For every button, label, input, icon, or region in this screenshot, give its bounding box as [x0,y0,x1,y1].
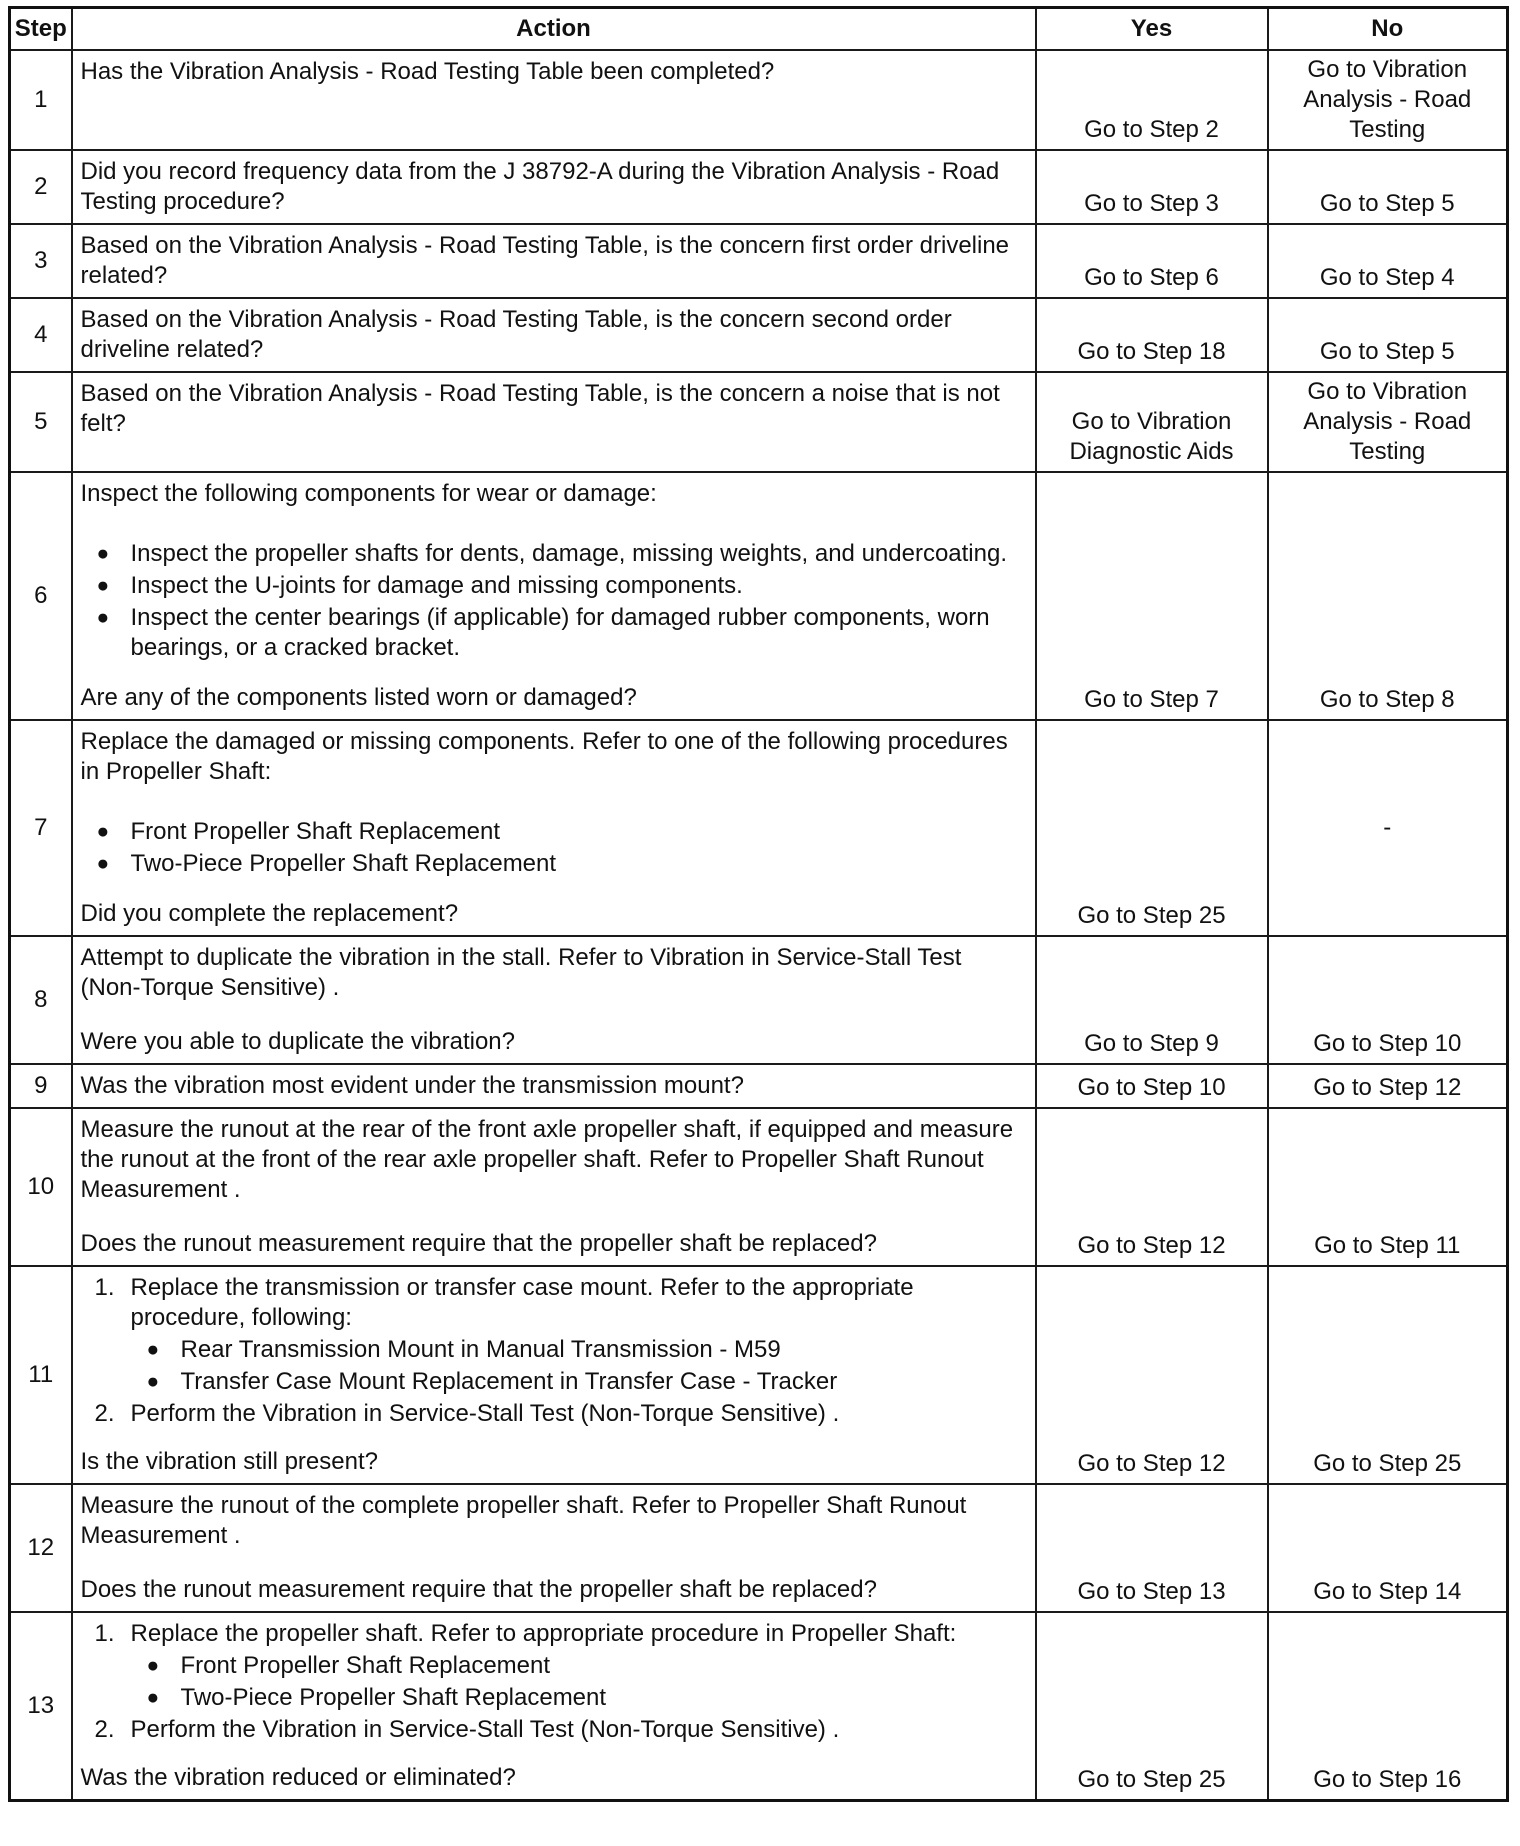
action-cell [72,1064,1036,1108]
bullet-item: ● Two-Piece Propeller Shaft Replacement [81,849,1027,879]
yes-result: Go to Step 18 [1036,298,1268,372]
no-result: Go to Step 11 [1268,1108,1508,1266]
numbered-item [81,1273,1027,1397]
no-result: Go to Step 4 [1268,224,1508,298]
bullet-item: ● Inspect the center bearings (if applicable) for damaged rubber components, worn bearings, or a cracked bracket. [81,603,1027,663]
action-cell [72,298,1036,372]
sub-bullet-item: ● Rear Transmission Mount in Manual Transmission - M59 [131,1335,1027,1365]
action-question: Did you record frequency data from the J 38792-A during the Vibration Analysis - Road Testing procedure? [80,158,1000,215]
step-number: 12 [10,1484,72,1612]
bullet-item: ● Inspect the propeller shafts for dents, damage, missing weights, and undercoating. [81,539,1027,569]
sub-bullet-item: ● Transfer Case Mount Replacement in Transfer Case - Tracker [131,1367,1027,1397]
yes-result: Go to Step 13 [1036,1484,1268,1612]
no-result: Go to Step 14 [1268,1484,1508,1612]
item-number: 1. [94,1620,115,1647]
action-cell [72,472,1036,720]
no-result: Go to Step 10 [1268,936,1508,1064]
action-cell [72,224,1036,298]
table-row [10,1612,1508,1801]
action-cell [72,150,1036,224]
bullet-list [81,817,1027,879]
no-result: Go to Step 5 [1268,150,1508,224]
table-row [10,1484,1508,1612]
yes-result: Go to Step 3 [1036,150,1268,224]
item-number: 2. [94,1716,115,1743]
action-intro: Attempt to duplicate the vibration in the stall. Refer to Vibration in Service-Stall Test (Non-Torque Sensitive) . [80,944,962,1001]
no-result: Go to Step 16 [1268,1612,1508,1801]
step-number: 4 [10,298,72,372]
numbered-item [81,1619,1027,1713]
table-row [10,150,1508,224]
step-number: 10 [10,1108,72,1266]
action-cell [72,1108,1036,1266]
table-row [10,1108,1508,1266]
table-row [10,298,1508,372]
sub-bullet-list [131,1335,1027,1397]
spacer [81,1205,1027,1229]
table-row [10,372,1508,472]
step-number: 8 [10,936,72,1064]
bullet-item: ● Front Propeller Shaft Replacement [81,817,1027,847]
action-cell [72,1266,1036,1484]
header-action: Action [72,8,1036,51]
yes-result: Go to Step 12 [1036,1266,1268,1484]
header-no: No [1268,8,1508,51]
sub-bullet-item: ● Front Propeller Shaft Replacement [131,1651,1027,1681]
action-question: Are any of the components listed worn or damaged? [80,684,637,711]
item-text: Perform the Vibration in Service-Stall Test (Non-Torque Sensitive) . [130,1716,840,1743]
spacer [81,1745,1027,1763]
action-question: Based on the Vibration Analysis - Road Testing Table, is the concern first order driveline related? [80,232,1010,289]
step-number: 11 [10,1266,72,1484]
action-question: Has the Vibration Analysis - Road Testing Table been completed? [80,58,775,85]
table-row [10,1064,1508,1108]
item-text: Perform the Vibration in Service-Stall Test (Non-Torque Sensitive) . [130,1400,840,1427]
sub-bullet-list [131,1651,1027,1713]
step-number: 13 [10,1612,72,1801]
action-intro: Inspect the following components for wear or damage: [80,480,657,507]
no-result: Go to Step 8 [1268,472,1508,720]
action-cell [72,372,1036,472]
header-yes: Yes [1036,8,1268,51]
step-number: 2 [10,150,72,224]
yes-result: Go to Step 2 [1036,50,1268,150]
numbered-list [81,1619,1027,1745]
no-result: Go to Step 5 [1268,298,1508,372]
step-number: 3 [10,224,72,298]
yes-result: Go to Step 25 [1036,1612,1268,1801]
header-step: Step [10,8,72,51]
step-number: 1 [10,50,72,150]
no-result: Go to Vibration Analysis - Road Testing [1268,372,1508,472]
action-question: Was the vibration reduced or eliminated? [80,1764,516,1791]
action-question: Is the vibration still present? [80,1448,378,1475]
spacer [81,787,1027,811]
yes-result: Go to Step 6 [1036,224,1268,298]
numbered-item [81,1399,1027,1429]
action-cell [72,50,1036,150]
step-number: 6 [10,472,72,720]
step-number: 5 [10,372,72,472]
yes-result: Go to Vibration Diagnostic Aids [1036,372,1268,472]
action-question: Does the runout measurement require that the propeller shaft be replaced? [80,1576,877,1603]
action-question: Based on the Vibration Analysis - Road Testing Table, is the concern a noise that is not felt? [80,380,1000,437]
step-number: 9 [10,1064,72,1108]
spacer [81,665,1027,683]
table-row [10,50,1508,150]
table-row [10,472,1508,720]
action-cell [72,936,1036,1064]
action-cell [72,1612,1036,1801]
yes-result: Go to Step 12 [1036,1108,1268,1266]
spacer [81,881,1027,899]
table-row [10,936,1508,1064]
table-row [10,1266,1508,1484]
table-header-row [10,8,1508,51]
no-result: Go to Step 12 [1268,1064,1508,1108]
action-question: Based on the Vibration Analysis - Road Testing Table, is the concern second order driveline related? [80,306,952,363]
action-question: Does the runout measurement require that the propeller shaft be replaced? [80,1230,877,1257]
no-result: Go to Step 25 [1268,1266,1508,1484]
action-question: Were you able to duplicate the vibration? [80,1028,515,1055]
action-question: Was the vibration most evident under the transmission mount? [80,1072,744,1099]
item-text: Replace the propeller shaft. Refer to appropriate procedure in Propeller Shaft: [130,1620,957,1647]
item-number: 1. [94,1274,115,1301]
diagnostic-table [8,6,1509,1802]
table-row [10,224,1508,298]
yes-result: Go to Step 9 [1036,936,1268,1064]
no-result: Go to Vibration Analysis - Road Testing [1268,50,1508,150]
sub-bullet-item: ● Two-Piece Propeller Shaft Replacement [131,1683,1027,1713]
bullet-list [81,539,1027,663]
bullet-item: ● Inspect the U-joints for damage and missing components. [81,571,1027,601]
numbered-list [81,1273,1027,1429]
spacer [81,1003,1027,1027]
yes-result: Go to Step 25 [1036,720,1268,936]
step-number: 7 [10,720,72,936]
action-intro: Measure the runout of the complete propeller shaft. Refer to Propeller Shaft Runout Measurement . [80,1492,967,1549]
action-intro: Replace the damaged or missing components. Refer to one of the following procedures in Propeller Shaft: [80,728,1008,785]
item-number: 2. [94,1400,115,1427]
spacer [81,1429,1027,1447]
spacer [81,1551,1027,1575]
item-text: Replace the transmission or transfer case mount. Refer to the appropriate procedure, following: [130,1274,914,1331]
action-intro: Measure the runout at the rear of the front axle propeller shaft, if equipped and measure the runout at the front of the rear axle propeller shaft. Refer to Propeller Shaft Runout Measurement . [80,1116,1014,1203]
action-question: Did you complete the replacement? [80,900,459,927]
yes-result: Go to Step 10 [1036,1064,1268,1108]
action-cell [72,720,1036,936]
action-cell [72,1484,1036,1612]
numbered-item [81,1715,1027,1745]
spacer [81,509,1027,533]
no-result: - [1268,720,1508,936]
yes-result: Go to Step 7 [1036,472,1268,720]
table-row [10,720,1508,936]
